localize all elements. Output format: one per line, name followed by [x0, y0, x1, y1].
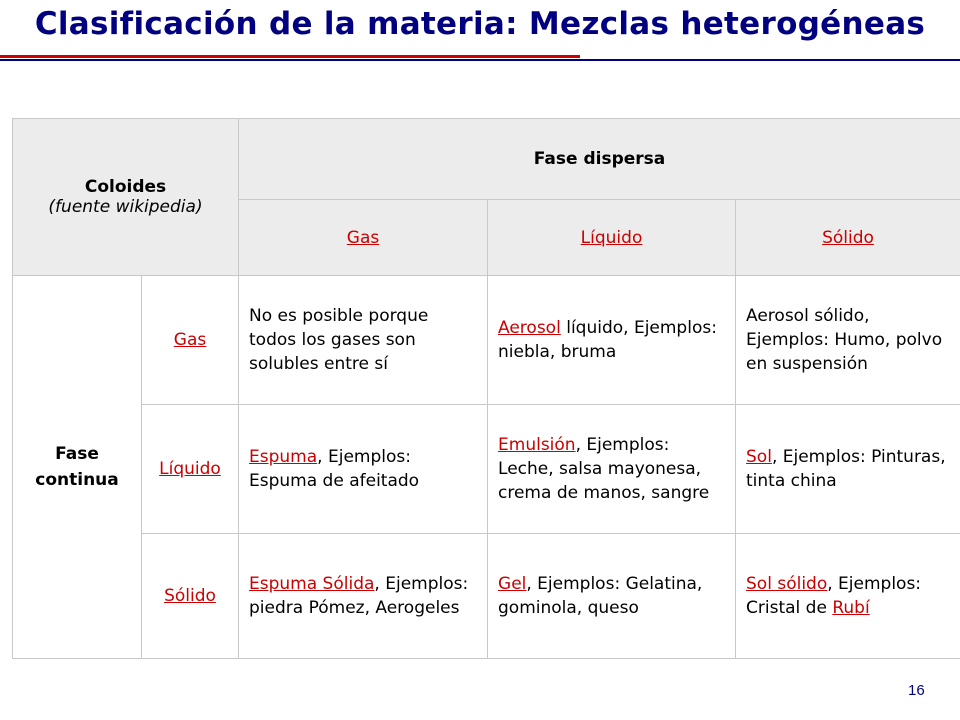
- cell-text: , Ejemplos: Pinturas, tinta china: [746, 447, 946, 491]
- row-header-link[interactable]: Líquido: [159, 459, 221, 479]
- page-number: 16: [908, 682, 925, 699]
- table-cell: [736, 276, 960, 405]
- cell-link[interactable]: Aerosol: [498, 318, 561, 338]
- table-cell: [488, 534, 736, 659]
- cell-link[interactable]: Rubí: [832, 598, 870, 618]
- table-row: [13, 276, 960, 405]
- row-header-gas[interactable]: [142, 276, 239, 405]
- column-header-link[interactable]: Gas: [346, 227, 380, 248]
- corner-header-cell: [13, 119, 239, 276]
- cell-text: , Ejemplos: piedra Pómez, Aerogeles: [249, 574, 469, 618]
- table-row: [13, 405, 960, 534]
- corner-subtitle: (fuente wikipedia): [48, 197, 203, 217]
- row-header-solid[interactable]: [142, 534, 239, 659]
- cell-link[interactable]: Gel: [498, 574, 527, 594]
- continuous-phase-header: [13, 276, 142, 659]
- cell-text: Aerosol sólido, Ejemplos: Humo, polvo en suspensión: [746, 306, 943, 374]
- colloids-table: [12, 118, 960, 659]
- cell-text: líquido, Ejemplos: niebla, bruma: [498, 318, 717, 362]
- column-header-gas[interactable]: [239, 200, 488, 276]
- row-header-liquid[interactable]: [142, 405, 239, 534]
- table-cell: [239, 276, 488, 405]
- cell-link[interactable]: Sol: [746, 447, 772, 467]
- dispersed-phase-header: Fase dispersa: [239, 119, 960, 200]
- table-cell: [239, 534, 488, 659]
- cell-text: , Ejemplos: Gelatina, gominola, queso: [498, 574, 703, 618]
- cell-text: , Ejemplos: Espuma de afeitado: [249, 447, 420, 491]
- cell-text: No es posible porque todos los gases son solubles entre sí: [249, 306, 429, 374]
- cell-link[interactable]: Emulsión: [498, 435, 576, 455]
- cell-link[interactable]: Espuma: [249, 447, 318, 467]
- column-header-solid[interactable]: [736, 200, 960, 276]
- table-row: [13, 534, 960, 659]
- table-cell: [736, 405, 960, 534]
- cell-link[interactable]: Sol sólido: [746, 574, 828, 594]
- title-underline-blue: [0, 59, 960, 61]
- row-header-link[interactable]: Sólido: [164, 586, 216, 606]
- cell-text: , Ejemplos: Cristal de: [746, 574, 922, 618]
- table-cell: [488, 276, 736, 405]
- slide-title: Clasificación de la materia: Mezclas heterogéneas: [34, 6, 926, 42]
- continuous-phase-label: Fase continua: [35, 444, 119, 490]
- title-underline-red: [0, 55, 580, 58]
- table-cell: [736, 534, 960, 659]
- row-header-link[interactable]: Gas: [173, 330, 207, 350]
- column-header-liquid[interactable]: [488, 200, 736, 276]
- cell-link[interactable]: Espuma Sólida: [249, 574, 375, 594]
- column-header-link[interactable]: Líquido: [580, 227, 643, 248]
- column-header-link[interactable]: Sólido: [822, 227, 874, 248]
- cell-text: , Ejemplos: Leche, salsa mayonesa, crema de manos, sangre: [498, 435, 710, 503]
- table-cell: [239, 405, 488, 534]
- table-cell: [488, 405, 736, 534]
- corner-title: Coloides: [84, 177, 167, 197]
